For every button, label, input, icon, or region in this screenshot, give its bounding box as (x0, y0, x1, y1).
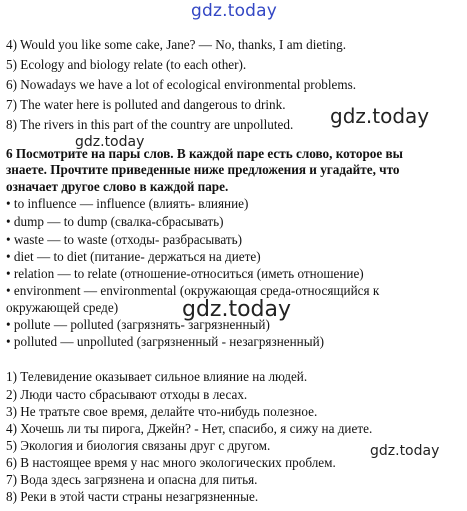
translation-line: 4) Хочешь ли ты пирога, Джейн? - Нет, спасибо, я сижу на диете. (6, 421, 373, 436)
english-line: 8) The rivers in this part of the country are unpolluted. (6, 117, 294, 132)
translation-line: 7) Вода здесь загрязнена и опасна для питья. (6, 472, 258, 487)
translation-line: 8) Реки в этой части страны незагрязненные. (6, 489, 259, 504)
heading-line: означает другое слово в каждой паре. (6, 179, 229, 194)
list-item: • relation — to relate (отношение-относиться (иметь отношение) (6, 266, 364, 281)
watermark-small: gdz.today (75, 134, 145, 150)
english-line: 6) Nowadays we have a lot of ecological environmental problems. (6, 77, 357, 92)
translation-line: 2) Люди часто сбрасывают отходы в лесах. (6, 387, 248, 402)
watermark-top: gdz.today (191, 1, 278, 21)
english-line: 5) Ecology and biology relate (to each other). (6, 57, 247, 72)
translation-line: 1) Телевидение оказывает сильное влияние на людей. (6, 369, 308, 384)
list-item: окружающей среде) (6, 300, 119, 315)
translation-line: 6) В настоящее время у нас много экологических проблем. (6, 455, 336, 470)
list-item: • dump — to dump (свалка-сбрасывать) (6, 214, 224, 229)
english-line: 4) Would you like some cake, Jane? — No, thanks, I am dieting. (6, 37, 347, 52)
translation-line: 5) Экология и биология связаны друг с другом. (6, 438, 271, 453)
list-item: • waste — to waste (отходы- разбрасывать) (6, 232, 242, 247)
watermark-bottom: gdz.today (370, 443, 440, 459)
watermark-right: gdz.today (330, 104, 430, 128)
heading-line: 6 Посмотрите на пары слов. В каждой паре есть слово, которое вы (6, 146, 403, 161)
heading-line: знаете. Прочтите приведенные ниже предложения и угадайте, что (6, 162, 400, 177)
list-item: • diet — to diet (питание- держаться на диете) (6, 249, 261, 264)
list-item: • to influence — influence (влиять- влияние) (6, 196, 249, 211)
english-line: 7) The water here is polluted and dangerous to drink. (6, 97, 286, 112)
translation-line: 3) Не тратьте свое время, делайте что-нибудь полезное. (6, 404, 318, 419)
list-item: • environment — environmental (окружающая среда-относящийся к (6, 283, 380, 298)
watermark-center: gdz.today (182, 297, 292, 322)
list-item: • polluted — unpolluted (загрязненный - незагрязненный) (6, 334, 325, 349)
list-item: • pollute — polluted (загрязнять- загрязненный) (6, 317, 270, 332)
